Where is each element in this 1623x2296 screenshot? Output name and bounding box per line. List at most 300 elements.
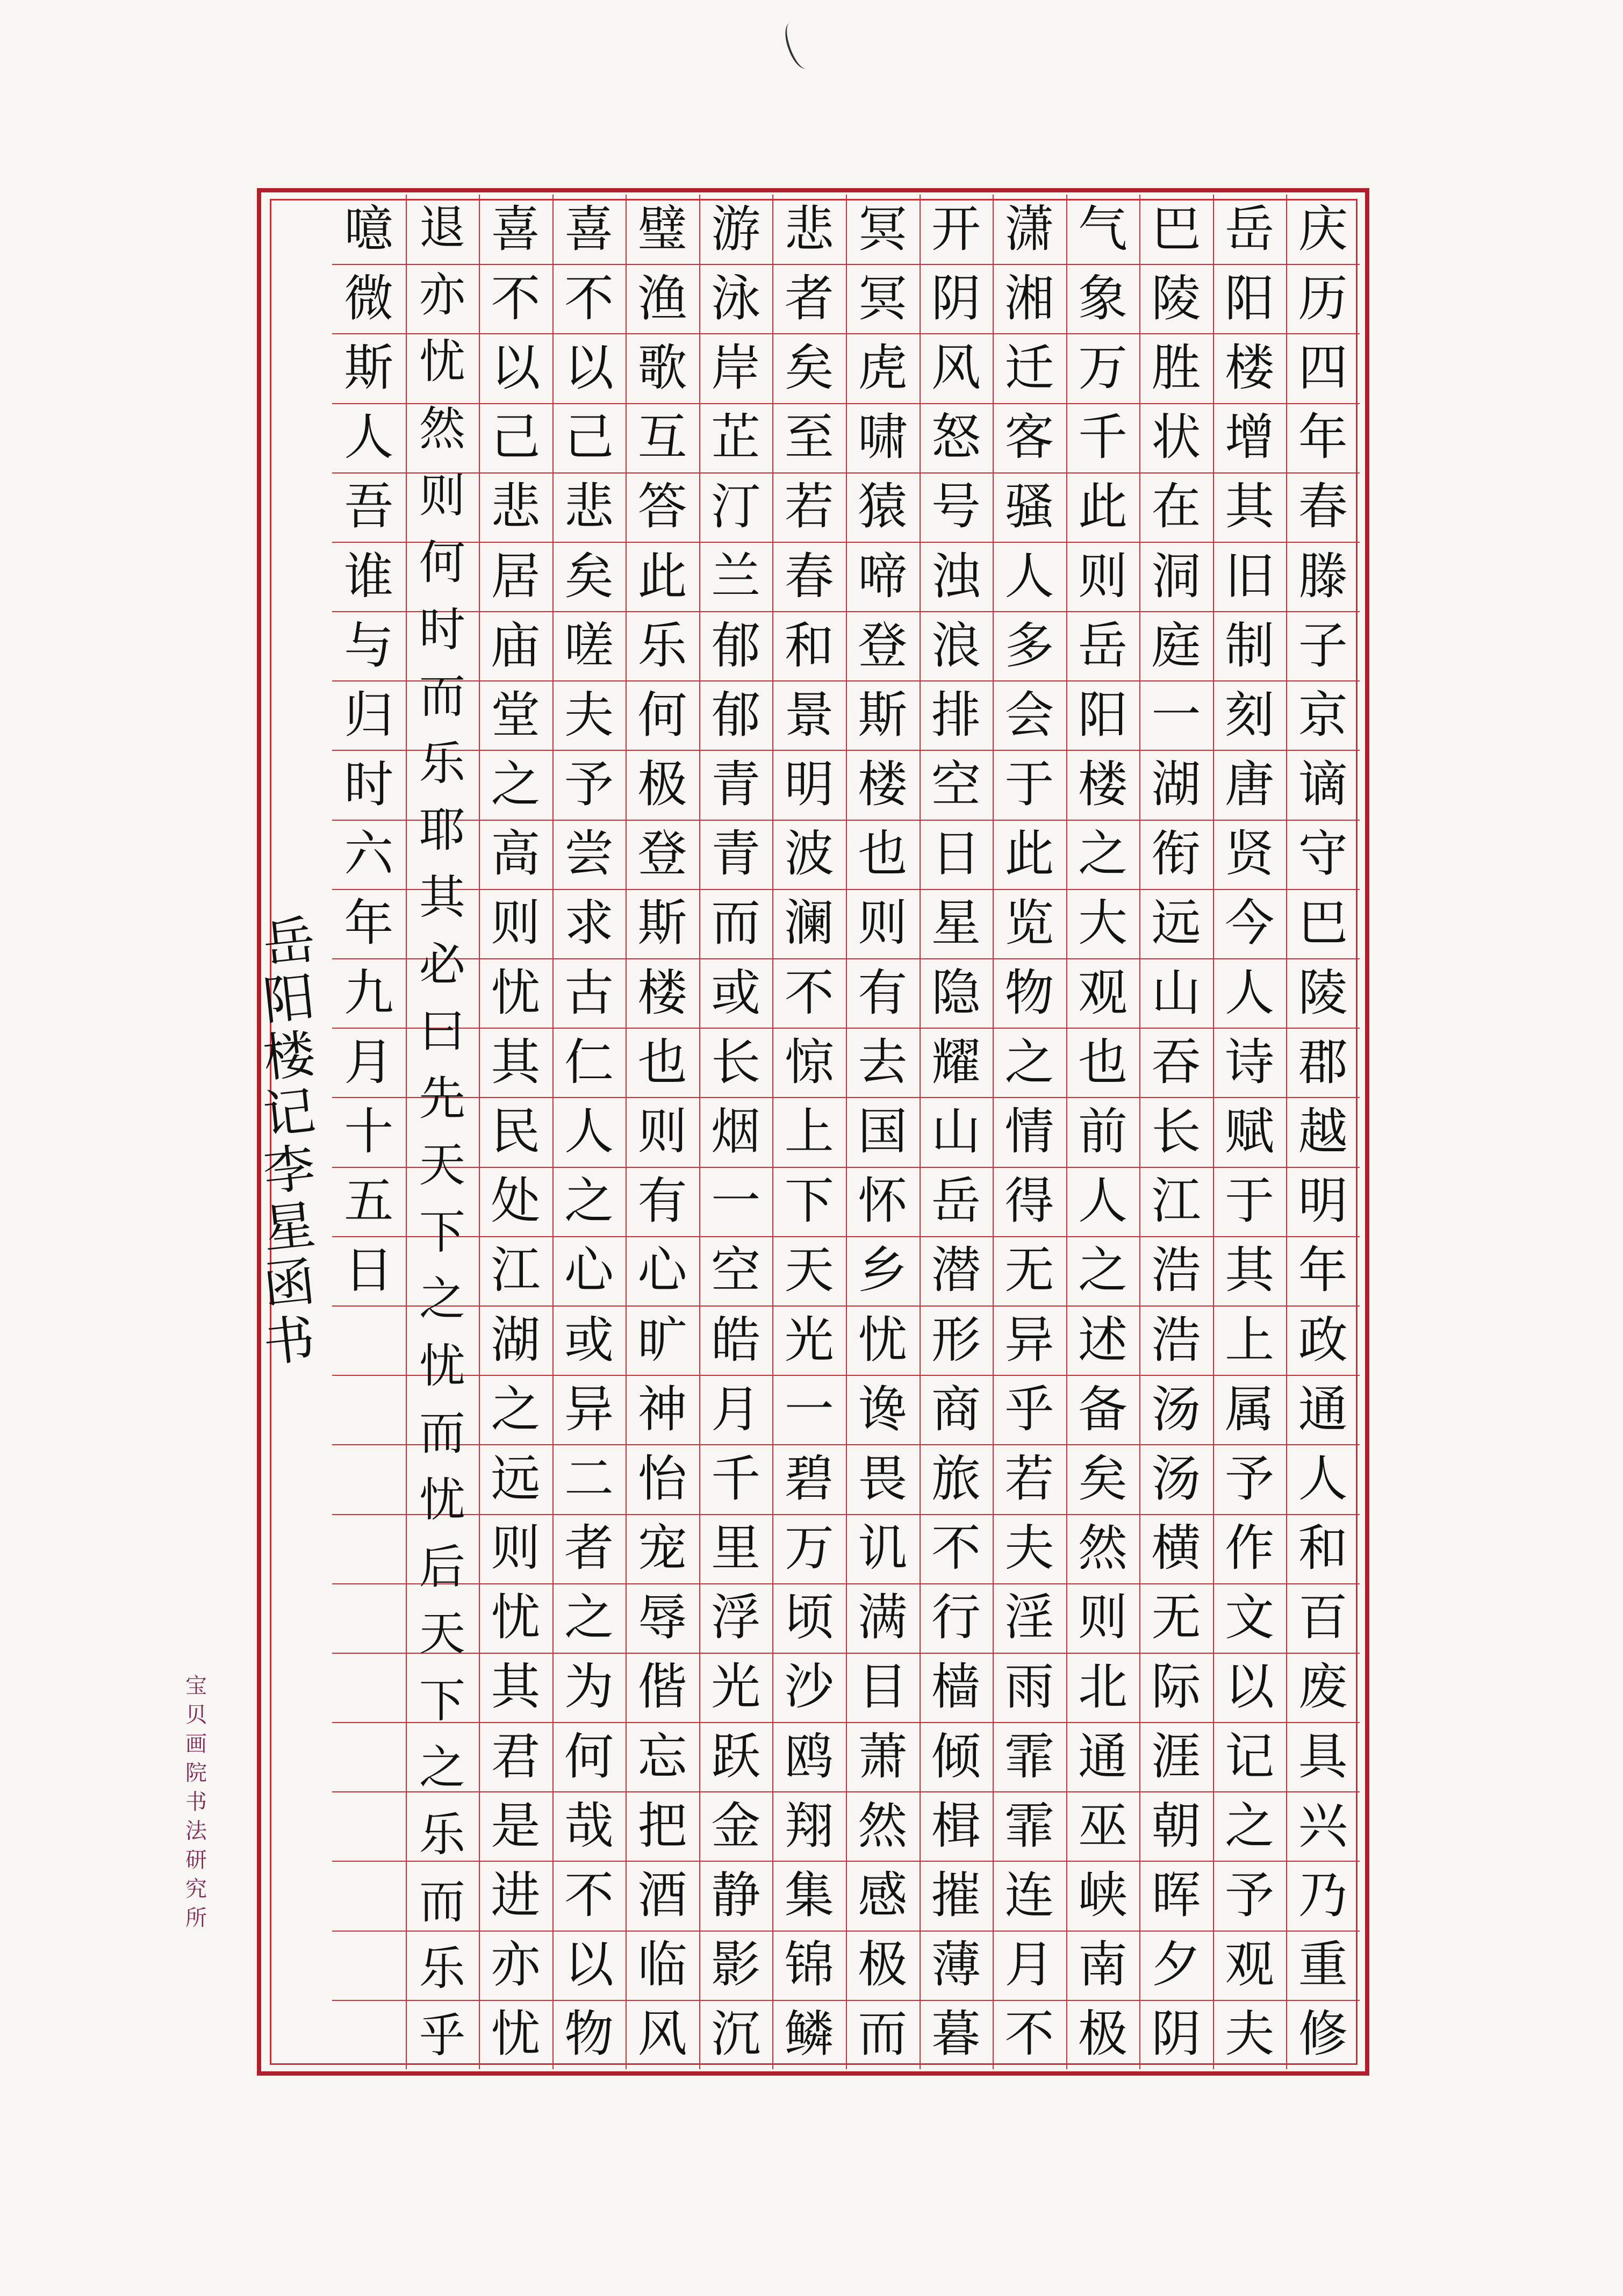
character-cell: 怀 [858,1172,908,1230]
character-cell: 江 [1151,1172,1201,1230]
character-cell: 旅 [931,1450,981,1508]
character-cell: 讥 [858,1519,908,1577]
character-cell: 临 [637,1936,687,1994]
character-cell: 先 [419,1071,465,1125]
character-cell: 碧 [784,1450,834,1508]
character-cell: 于 [1004,756,1054,814]
character-cell: 摧 [931,1867,981,1925]
character-cell: 庙 [491,616,541,675]
character-cell: 猿 [858,478,908,536]
character-cell: 情 [1004,1103,1054,1160]
character-cell: 感 [858,1867,908,1925]
character-cell: 堂 [491,686,541,744]
character-cell: 答 [637,478,687,536]
title-char: 阳 [260,966,318,1032]
character-cell: 之 [1078,825,1128,883]
character-cell: 何 [564,1727,614,1785]
character-cell: 乃 [1298,1867,1348,1925]
character-cell: 在 [1151,478,1201,536]
character-cell: 悲 [784,200,834,258]
character-cell: 洞 [1151,547,1201,605]
character-cell: 去 [858,1033,908,1091]
character-cell: 斯 [344,339,394,397]
character-cell: 其 [491,1033,541,1091]
character-cell: 前 [1078,1103,1128,1160]
stamp-char: 宝 [185,1674,207,1698]
character-cell: 亦 [491,1936,541,1994]
character-cell: 与 [344,616,394,675]
title-char: 李 [260,1137,318,1203]
character-cell: 而 [858,2005,908,2063]
character-cell: 则 [419,469,465,523]
character-cell: 迁 [1004,339,1054,397]
character-cell: 京 [1298,686,1348,744]
character-cell: 吞 [1151,1033,1201,1091]
title-char: 函 [260,1251,318,1317]
character-cell: 浩 [1151,1242,1201,1300]
character-cell: 沙 [784,1658,834,1716]
character-cell: 也 [858,825,908,883]
character-cell: 骚 [1004,478,1054,536]
character-cell: 形 [931,1311,981,1369]
character-cell: 十 [344,1103,394,1160]
character-cell: 则 [1078,1589,1128,1647]
character-cell: 必 [419,937,465,992]
title-char: 楼 [260,1023,318,1089]
character-cell: 具 [1298,1727,1348,1785]
character-cell: 予 [1225,1450,1275,1508]
character-cell: 然 [1078,1519,1128,1577]
character-cell: 郡 [1298,1033,1348,1091]
stamp-char: 院 [185,1761,207,1785]
character-cell: 悲 [491,478,541,536]
stamp-char: 研 [185,1848,207,1872]
character-cell: 兴 [1298,1797,1348,1855]
character-cell: 为 [564,1658,614,1716]
stamp-char: 贝 [185,1703,207,1727]
character-cell: 君 [491,1727,541,1785]
character-cell: 无 [1004,1242,1054,1300]
character-cell: 人 [1298,1450,1348,1508]
character-cell: 予 [1225,1867,1275,1925]
character-cell: 哉 [564,1797,614,1855]
character-cell: 汀 [711,478,761,536]
character-cell: 空 [711,1242,761,1300]
character-cell: 登 [637,825,687,883]
character-cell: 鸥 [784,1727,834,1785]
character-cell: 青 [711,825,761,883]
character-cell: 一 [1151,686,1201,744]
character-cell: 也 [1078,1033,1128,1091]
character-cell: 行 [931,1589,981,1647]
character-cell: 山 [1151,964,1201,1022]
character-cell: 乎 [1004,1380,1054,1438]
character-cell: 之 [564,1589,614,1647]
character-cell: 人 [1078,1172,1128,1230]
character-cell: 汤 [1151,1450,1201,1508]
character-cell: 年 [1298,1242,1348,1300]
character-cell: 此 [1078,478,1128,536]
character-cell: 人 [564,1103,614,1160]
character-cell: 于 [1225,1172,1275,1230]
character-cell: 极 [858,1936,908,1994]
character-cell: 异 [1004,1311,1054,1369]
character-cell: 而 [419,1875,465,1929]
character-cell: 春 [1298,478,1348,536]
character-cell: 明 [784,756,834,814]
character-cell: 陵 [1298,964,1348,1022]
character-cell: 异 [564,1380,614,1438]
character-cell: 贤 [1225,825,1275,883]
character-cell: 者 [784,269,834,327]
character-cell: 天 [784,1242,834,1300]
character-cell: 以 [491,339,541,397]
character-cell: 此 [637,547,687,605]
character-cell: 畏 [858,1450,908,1508]
character-cell: 人 [1225,964,1275,1022]
character-cell: 然 [419,402,465,456]
character-cell: 登 [858,616,908,675]
character-cell: 晖 [1151,1867,1201,1925]
character-cell: 乐 [419,1942,465,1996]
character-cell: 天 [419,1138,465,1193]
character-cell: 观 [1225,1936,1275,1994]
character-cell: 己 [491,408,541,467]
character-cell: 处 [491,1172,541,1230]
character-cell: 则 [491,894,541,952]
character-cell: 和 [784,616,834,675]
character-cell: 乐 [419,736,465,791]
character-cell: 金 [711,1797,761,1855]
character-cell: 也 [637,1033,687,1091]
character-cell: 之 [419,1272,465,1326]
character-cell: 翔 [784,1797,834,1855]
character-cell: 忧 [491,964,541,1022]
character-cell: 楫 [931,1797,981,1855]
character-cell: 皓 [711,1311,761,1369]
character-cell: 居 [491,547,541,605]
character-cell: 废 [1298,1658,1348,1716]
character-cell: 日 [344,1242,394,1300]
character-cell: 冥 [858,200,908,258]
stamp-char: 画 [185,1732,207,1756]
character-cell: 千 [711,1450,761,1508]
character-cell: 国 [858,1103,908,1160]
character-cell: 今 [1225,894,1275,952]
character-cell: 耀 [931,1033,981,1091]
character-cell: 悲 [564,478,614,536]
character-cell: 年 [1298,408,1348,467]
character-cell: 乐 [637,616,687,675]
character-cell: 嗟 [564,616,614,675]
character-cell: 若 [784,478,834,536]
character-cell: 惊 [784,1033,834,1091]
character-cell: 之 [491,756,541,814]
character-cell: 江 [491,1242,541,1300]
character-cell: 空 [931,756,981,814]
character-cell: 风 [637,2005,687,2063]
character-cell: 月 [711,1380,761,1438]
character-cell: 斯 [637,894,687,952]
character-cell: 观 [1078,964,1128,1022]
character-cell: 日 [931,825,981,883]
character-cell: 则 [491,1519,541,1577]
stamp-char: 书 [185,1790,207,1814]
signature-title-column [257,909,321,1374]
character-cell: 雨 [1004,1658,1054,1716]
character-cell: 上 [784,1103,834,1160]
character-cell: 矣 [1078,1450,1128,1508]
character-cell: 一 [784,1380,834,1438]
character-cell: 何 [637,686,687,744]
character-cell: 不 [564,1867,614,1925]
character-cell: 暮 [931,2005,981,2063]
character-cell: 二 [564,1450,614,1508]
character-cell: 而 [419,1406,465,1460]
character-cell: 后 [419,1540,465,1594]
stamp-char: 法 [185,1819,207,1843]
character-cell: 则 [1078,547,1128,605]
character-cell: 高 [491,825,541,883]
character-cell: 星 [931,894,981,952]
character-cell: 怡 [637,1450,687,1508]
character-cell: 谗 [858,1380,908,1438]
character-cell: 得 [1004,1172,1054,1230]
character-cell: 不 [1004,2005,1054,2063]
character-cell: 巴 [1151,200,1201,258]
character-cell: 朝 [1151,1797,1201,1855]
character-cell: 不 [784,964,834,1022]
character-cell: 其 [1225,1242,1275,1300]
character-cell: 旧 [1225,547,1275,605]
character-cell: 历 [1298,269,1348,327]
character-cell: 谪 [1298,756,1348,814]
character-cell: 极 [1078,2005,1128,2063]
character-cell: 此 [1004,825,1054,883]
character-cell: 南 [1078,1936,1128,1994]
character-cell: 通 [1078,1727,1128,1785]
character-cell: 夫 [1004,1519,1054,1577]
character-cell: 以 [1225,1658,1275,1716]
character-cell: 隐 [931,964,981,1022]
title-char: 岳 [260,909,318,975]
character-cell: 巫 [1078,1797,1128,1855]
character-cell: 者 [564,1519,614,1577]
character-cell: 或 [711,964,761,1022]
character-cell: 光 [784,1311,834,1369]
character-cell: 光 [711,1658,761,1716]
character-cell: 矣 [564,547,614,605]
character-cell: 不 [564,269,614,327]
character-cell: 渔 [637,269,687,327]
character-cell: 乡 [858,1242,908,1300]
character-cell: 尝 [564,825,614,883]
character-cell: 商 [931,1380,981,1438]
character-cell: 楼 [637,964,687,1022]
character-cell: 年 [344,894,394,952]
character-cell: 风 [931,339,981,397]
character-cell: 阴 [1151,2005,1201,2063]
character-cell: 怒 [931,408,981,467]
character-cell: 增 [1225,408,1275,467]
character-cell: 修 [1298,2005,1348,2063]
character-cell: 山 [931,1103,981,1160]
character-cell: 不 [931,1519,981,1577]
character-cell: 樯 [931,1658,981,1716]
studio-stamp-text [177,1671,215,1933]
title-char: 星 [260,1194,318,1260]
character-cell: 波 [784,825,834,883]
character-cell: 里 [711,1519,761,1577]
character-cell: 属 [1225,1380,1275,1438]
character-cell: 民 [491,1103,541,1160]
character-cell: 夫 [564,686,614,744]
character-cell: 楼 [1078,756,1128,814]
character-cell: 越 [1298,1103,1348,1160]
character-cell: 物 [564,2005,614,2063]
character-cell: 跃 [711,1727,761,1785]
character-cell: 求 [564,894,614,952]
character-cell: 喜 [491,200,541,258]
character-cell: 其 [419,871,465,924]
character-cell: 上 [1225,1311,1275,1369]
character-cell: 酒 [637,1867,687,1925]
character-cell: 重 [1298,1936,1348,1994]
character-cell: 烟 [711,1103,761,1160]
character-grid [332,195,1360,2069]
character-cell: 会 [1004,686,1054,744]
character-cell: 乎 [419,2008,465,2063]
character-cell: 己 [564,408,614,467]
character-cell: 忧 [419,1339,465,1393]
character-cell: 月 [1004,1936,1054,1994]
character-cell: 璧 [637,200,687,258]
character-cell: 明 [1298,1172,1348,1230]
character-cell: 人 [344,408,394,467]
character-cell: 状 [1151,408,1201,467]
character-cell: 是 [491,1797,541,1855]
character-cell: 陵 [1151,269,1201,327]
character-cell: 辱 [637,1589,687,1647]
character-cell: 或 [564,1311,614,1369]
character-cell: 其 [491,1658,541,1716]
character-cell: 萧 [858,1727,908,1785]
character-cell: 横 [1151,1519,1201,1577]
character-cell: 下 [784,1172,834,1230]
character-cell: 时 [344,756,394,814]
character-cell: 忧 [419,1473,465,1527]
character-cell: 万 [1078,339,1128,397]
character-cell: 汤 [1151,1380,1201,1438]
character-cell: 若 [1004,1450,1054,1508]
character-cell: 象 [1078,269,1128,327]
character-cell: 唐 [1225,756,1275,814]
character-cell: 之 [419,1741,465,1795]
character-cell: 旷 [637,1311,687,1369]
character-cell: 楼 [1225,339,1275,397]
character-cell: 忧 [491,1589,541,1647]
character-cell: 微 [344,269,394,327]
character-cell: 衔 [1151,825,1201,883]
character-cell: 淫 [1004,1589,1054,1647]
character-cell: 无 [1151,1589,1201,1647]
character-cell: 其 [1225,478,1275,536]
character-cell: 予 [564,756,614,814]
character-cell: 潜 [931,1242,981,1300]
corner-pencil-mark [780,19,816,72]
character-cell: 薄 [931,1936,981,1994]
character-cell: 备 [1078,1380,1128,1438]
character-cell: 仁 [564,1033,614,1091]
character-cell: 作 [1225,1519,1275,1577]
character-cell: 顷 [784,1589,834,1647]
character-cell: 际 [1151,1658,1201,1716]
character-cell: 夕 [1151,1936,1201,1994]
character-cell: 偕 [637,1658,687,1716]
character-cell: 忘 [637,1727,687,1785]
character-cell: 影 [711,1936,761,1994]
character-cell: 忧 [491,2005,541,2063]
character-cell: 把 [637,1797,687,1855]
character-cell: 胜 [1151,339,1201,397]
character-cell: 有 [637,1172,687,1230]
character-cell: 千 [1078,408,1128,467]
character-cell: 以 [564,339,614,397]
character-cell: 刻 [1225,686,1275,744]
character-cell: 之 [1078,1242,1128,1300]
character-cell: 阴 [931,269,981,327]
character-cell: 述 [1078,1311,1128,1369]
character-cell: 忧 [858,1311,908,1369]
character-cell: 吾 [344,478,394,536]
character-cell: 泳 [711,269,761,327]
character-cell: 庭 [1151,616,1201,675]
character-cell: 景 [784,686,834,744]
character-cell: 春 [784,547,834,605]
character-cell: 虎 [858,339,908,397]
character-cell: 涯 [1151,1727,1201,1785]
character-cell: 鳞 [784,2005,834,2063]
character-cell: 记 [1225,1727,1275,1785]
character-cell: 退 [419,201,465,255]
character-cell: 静 [711,1867,761,1925]
character-cell: 芷 [711,408,761,467]
character-cell: 北 [1078,1658,1128,1716]
character-cell: 谁 [344,547,394,605]
character-cell: 矣 [784,339,834,397]
character-cell: 郁 [711,686,761,744]
character-cell: 集 [784,1867,834,1925]
character-cell: 制 [1225,616,1275,675]
character-cell: 夫 [1225,2005,1275,2063]
character-cell: 而 [419,670,465,724]
character-cell: 大 [1078,894,1128,952]
character-cell: 歌 [637,339,687,397]
character-cell: 四 [1298,339,1348,397]
character-cell: 以 [564,1936,614,1994]
character-cell: 倾 [931,1727,981,1785]
title-char: 记 [260,1080,318,1146]
stamp-char: 究 [185,1877,207,1902]
character-cell: 巴 [1298,894,1348,952]
character-cell: 多 [1004,616,1054,675]
title-char: 书 [260,1308,318,1374]
character-cell: 而 [711,894,761,952]
character-cell: 五 [344,1172,394,1230]
character-cell: 阳 [1078,686,1128,744]
character-cell: 进 [491,1867,541,1925]
character-cell: 心 [564,1242,614,1300]
